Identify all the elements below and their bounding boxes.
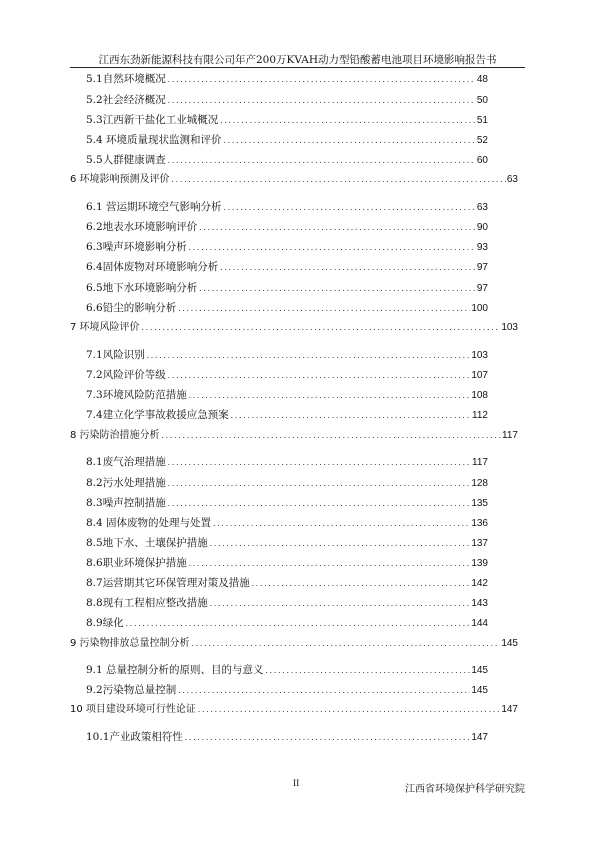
toc-entry-page-number: 139 [471, 558, 488, 569]
toc-section-entry[interactable] [86, 683, 488, 697]
toc-section-entry[interactable] [86, 730, 488, 744]
toc-entry-label: 7.1风险识别 [86, 349, 145, 361]
toc-entry-page-number: 117 [472, 457, 488, 468]
toc-chapter-entry[interactable] [70, 637, 518, 651]
toc-entry-label: 6.3噪声环境影响分析 [86, 241, 187, 253]
toc-section-entry[interactable] [86, 576, 488, 590]
toc-dot-leader [197, 703, 500, 717]
toc-dot-leader [167, 477, 471, 491]
toc-dot-leader [219, 114, 476, 128]
toc-entry-label: 6.6铅尘的影响分析 [86, 302, 177, 314]
toc-entry-label: 5.2社会经济概况 [86, 94, 166, 106]
toc-entry-page-number: 137 [471, 538, 488, 549]
toc-entry-page-number: 143 [471, 598, 488, 609]
toc-entry-label: 6.4固体废物对环境影响分析 [86, 261, 219, 273]
toc-entry-page-number: 142 [471, 578, 488, 589]
toc-entry-label: 6.5地下水环境影响分析 [86, 282, 198, 294]
toc-entry-label: 6 环境影响预测及评价 [70, 174, 170, 185]
toc-entry-label: 8 污染防治措施分析 [70, 430, 160, 441]
toc-section-entry[interactable] [86, 153, 488, 167]
toc-entry-label: 8.4 固体废物的处理与处置 [86, 517, 212, 529]
toc-dot-leader [167, 154, 476, 168]
toc-dot-leader [265, 664, 471, 678]
toc-section-entry[interactable] [86, 536, 488, 550]
toc-dot-leader [212, 517, 470, 531]
toc-dot-leader [167, 94, 476, 108]
toc-entry-label: 5.4 环境质量现状监测和评价 [86, 134, 222, 146]
toc-section-entry[interactable] [86, 260, 488, 274]
toc-dot-leader [191, 637, 501, 651]
toc-entry-page-number: 97 [476, 262, 488, 273]
toc-entry-page-number: 60 [476, 155, 488, 166]
toc-entry-label: 7.3环境风险防范措施 [86, 389, 187, 401]
toc-dot-leader [167, 73, 476, 87]
toc-dot-leader [167, 456, 471, 470]
toc-section-entry[interactable] [86, 220, 488, 234]
toc-section-entry[interactable] [86, 616, 488, 630]
toc-entry-label: 8.3噪声控制措施 [86, 497, 166, 509]
toc-entry-label: 9.2污染物总量控制 [86, 684, 177, 696]
toc-entry-page-number: 145 [471, 685, 488, 696]
toc-dot-leader [161, 429, 502, 443]
toc-section-entry[interactable] [86, 516, 488, 530]
toc-entry-label: 9 污染物排放总量控制分析 [70, 638, 190, 649]
toc-entry-label: 7.4建立化学事故救援应急预案 [86, 409, 229, 421]
toc-entry-page-number: 93 [476, 242, 488, 253]
toc-entry-page-number: 103 [471, 350, 488, 361]
toc-chapter-entry[interactable] [70, 429, 518, 443]
toc-entry-page-number: 90 [476, 222, 488, 233]
toc-section-entry[interactable] [86, 93, 488, 107]
toc-entry-page-number: 147 [471, 732, 488, 743]
running-header: 江西东劲新能源科技有限公司年产200万KVAH动力型铅酸蓄电池项目环境影响报告书 [98, 54, 497, 66]
toc-entry-label: 5.5人群健康调查 [86, 154, 166, 166]
toc-section-entry[interactable] [86, 663, 488, 677]
toc-entry-page-number: 51 [476, 115, 488, 126]
toc-dot-leader [171, 173, 506, 187]
toc-entry-label: 10.1产业政策相符性 [86, 731, 183, 743]
toc-entry-label: 9.1 总量控制分析的原则、目的与意义 [86, 664, 264, 676]
toc-section-entry[interactable] [86, 281, 488, 295]
toc-entry-label: 7 环境风险评价 [70, 322, 140, 333]
toc-entry-page-number: 117 [502, 430, 518, 441]
toc-dot-leader [209, 537, 471, 551]
toc-entry-page-number: 136 [471, 518, 488, 529]
toc-dot-leader [167, 497, 471, 511]
toc-dot-leader [167, 369, 471, 383]
toc-entry-label: 5.1自然环境概况 [86, 73, 166, 85]
footer-page-number: II [293, 779, 300, 789]
toc-section-entry[interactable] [86, 455, 488, 469]
toc-section-entry[interactable] [86, 200, 488, 214]
toc-dot-leader [251, 577, 471, 591]
toc-section-entry[interactable] [86, 133, 488, 147]
toc-entry-page-number: 48 [476, 74, 488, 85]
toc-chapter-entry[interactable] [70, 173, 518, 187]
toc-entry-page-number: 135 [471, 498, 488, 509]
toc-dot-leader [198, 221, 476, 235]
toc-entry-page-number: 108 [471, 390, 488, 401]
toc-entry-page-number: 97 [476, 283, 488, 294]
toc-section-entry[interactable] [86, 301, 488, 315]
toc-section-entry[interactable] [86, 368, 488, 382]
toc-entry-page-number: 147 [501, 704, 518, 715]
toc-dot-leader [230, 409, 471, 423]
toc-chapter-entry[interactable] [70, 703, 518, 717]
toc-dot-leader [146, 349, 471, 363]
toc-entry-label: 8.7运营期其它环保管理对策及措施 [86, 577, 250, 589]
toc-entry-page-number: 107 [471, 370, 488, 381]
toc-section-entry[interactable] [86, 476, 488, 490]
toc-dot-leader [219, 261, 476, 275]
toc-entry-label: 5.3江西新干盐化工业城概况 [86, 114, 219, 126]
toc-dot-leader [188, 241, 476, 255]
toc-entry-label: 8.2污水处理措施 [86, 477, 166, 489]
toc-entry-label: 8.9绿化 [86, 617, 124, 629]
toc-dot-leader [141, 321, 501, 335]
toc-entry-page-number: 145 [471, 665, 488, 676]
toc-entry-page-number: 128 [471, 478, 488, 489]
toc-entry-page-number: 103 [501, 322, 518, 333]
toc-dot-leader [184, 731, 470, 745]
toc-entry-page-number: 63 [506, 174, 518, 185]
toc-entry-label: 10 项目建设环境可行性论证 [70, 704, 196, 715]
toc-chapter-entry[interactable] [70, 321, 518, 335]
toc-section-entry[interactable] [86, 113, 488, 127]
toc-entry-label: 8.6职业环境保护措施 [86, 557, 187, 569]
toc-section-entry[interactable] [86, 348, 488, 362]
toc-section-entry[interactable] [86, 496, 488, 510]
toc-entry-page-number: 50 [476, 95, 488, 106]
toc-entry-label: 7.2风险评价等级 [86, 369, 166, 381]
toc-dot-leader [177, 302, 470, 316]
toc-entry-page-number: 144 [471, 618, 488, 629]
toc-dot-leader [177, 684, 470, 698]
toc-dot-leader [223, 201, 476, 215]
toc-section-entry[interactable] [86, 388, 488, 402]
toc-dot-leader [209, 597, 471, 611]
toc-entry-label: 6.2地表水环境影响评价 [86, 221, 198, 233]
toc-dot-leader [188, 389, 471, 403]
toc-entry-label: 8.8现有工程相应整改措施 [86, 597, 208, 609]
toc-section-entry[interactable] [86, 596, 488, 610]
toc-section-entry[interactable] [86, 72, 488, 86]
toc-dot-leader [223, 134, 476, 148]
toc-dot-leader [188, 557, 471, 571]
footer-organization: 江西省环境保护科学研究院 [405, 784, 525, 795]
toc-entry-page-number: 63 [476, 202, 488, 213]
toc-section-entry[interactable] [86, 408, 488, 422]
toc-entry-label: 8.5地下水、土壤保护措施 [86, 537, 208, 549]
toc-section-entry[interactable] [86, 240, 488, 254]
toc-section-entry[interactable] [86, 556, 488, 570]
toc-dot-leader [198, 282, 476, 296]
toc-entry-label: 8.1废气治理措施 [86, 456, 166, 468]
toc-entry-page-number: 100 [471, 303, 488, 314]
toc-entry-page-number: 145 [501, 638, 518, 649]
toc-dot-leader [125, 617, 471, 631]
toc-entry-page-number: 52 [476, 135, 488, 146]
toc-entry-label: 6.1 营运期环境空气影响分析 [86, 201, 222, 213]
toc-entry-page-number: 112 [472, 410, 488, 421]
